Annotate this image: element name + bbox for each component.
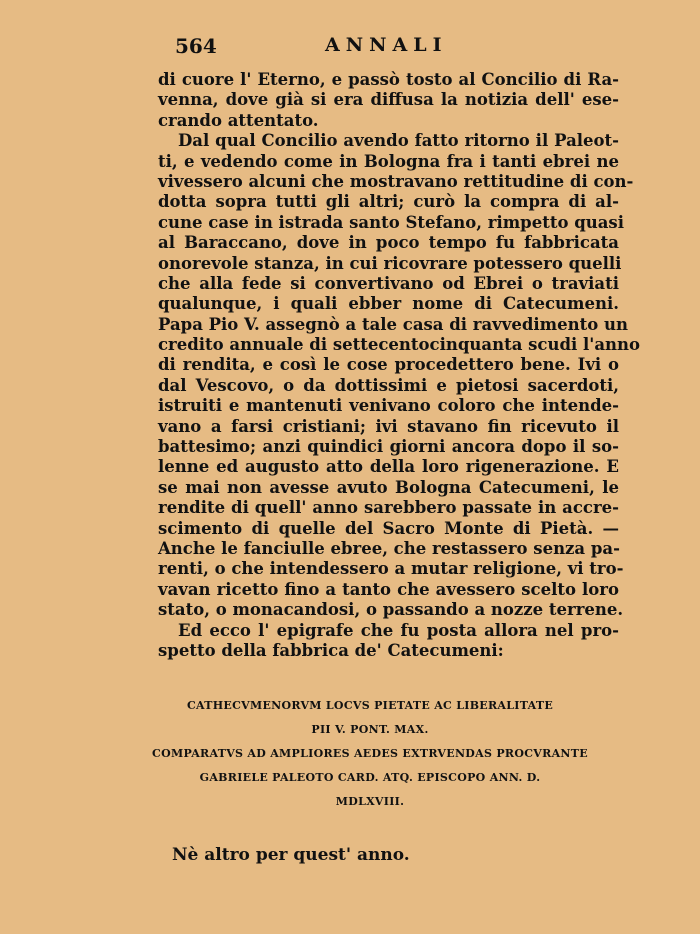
body-text — [158, 70, 641, 661]
text-line: dal Vescovo, o da dottissimi e pietosi sacerdoti, — [158, 375, 619, 395]
text-line: vano a farsi cristiani; ivi stavano fin ricevuto il — [158, 416, 619, 436]
epigraph-line: COMPARATVS AD AMPLIORES AEDES EXTRVENDAS PROCVRANTE — [152, 747, 588, 760]
text-line: ti, e vedendo come in Bologna fra i tanti ebrei ne — [158, 151, 619, 171]
text-line: vavan ricetto fino a tanto che avessero scelto loro — [158, 579, 619, 599]
text-line: spetto della fabbrica de' Catecumeni: — [158, 640, 504, 660]
text-line: al Baraccano, dove in poco tempo fu fabbricata — [158, 233, 619, 253]
text-line: che alla fede si convertivano od Ebrei o traviati — [158, 273, 619, 293]
text-line: vivessero alcuni che mostravano rettitudine di con- — [158, 171, 634, 191]
text-line: Dal qual Concilio avendo fatto ritorno il Paleot- — [178, 131, 619, 151]
text-line: venna, dove già si era diffusa la notizia dell' ese- — [158, 90, 619, 110]
text-line: qualunque, i quali ebber nome di Catecumeni. — [158, 294, 619, 314]
epigraph-line: MDLXVIII. — [335, 795, 405, 808]
page-header — [175, 34, 620, 60]
epigraph — [150, 694, 590, 814]
text-line: Ed ecco l' epigrafe che fu posta allora nel pro- — [178, 620, 619, 640]
text-line: crando attentato. — [158, 110, 319, 130]
running-title: ANNALI — [325, 34, 448, 56]
text-line: di rendita, e così le cose procedettero bene. Ivi o — [158, 355, 619, 375]
text-line: renti, o che intendessero a mutar religione, vi tro- — [158, 559, 624, 579]
closing-line: Nè altro per quest' anno. — [172, 845, 410, 865]
page-number: 564 — [175, 34, 217, 58]
text-line: Anche le fanciulle ebree, che restassero senza pa- — [158, 538, 620, 558]
text-line: scimento di quelle del Sacro Monte di Pietà. — — [158, 518, 619, 538]
text-line: rendite di quell' anno sarebbero passate in accre- — [158, 498, 619, 518]
epigraph-line: PII V. PONT. MAX. — [311, 723, 429, 736]
text-line: credito annuale di settecentocinquanta scudi l'anno — [158, 335, 641, 355]
text-line: di cuore l' Eterno, e passò tosto al Concilio di Ra- — [158, 70, 619, 89]
text-line: Papa Pio V. assegnò a tale casa di ravvedimento un — [158, 314, 628, 334]
text-line: istruiti e mantenuti venivano coloro che intende- — [158, 396, 619, 416]
text-line: lenne ed augusto atto della loro rigenerazione. E — [158, 457, 619, 477]
text-line: battesimo; anzi quindici giorni ancora dopo il so- — [158, 437, 619, 457]
epigraph-line: CATHECVMENORVM LOCVS PIETATE AC LIBERALITATE — [186, 699, 554, 712]
text-line: stato, o monacandosi, o passando a nozze terrene. — [158, 600, 624, 620]
text-line: se mai non avesse avuto Bologna Catecumeni, le — [158, 477, 619, 497]
text-line: cune case in istrada santo Stefano, rimpetto quasi — [158, 212, 624, 232]
text-line: dotta sopra tutti gli altri; curò la compra di al- — [158, 192, 619, 212]
epigraph-line: GABRIELE PALEOTO CARD. ATQ. EPISCOPO ANN. D. — [199, 771, 541, 784]
text-line: onorevole stanza, in cui ricovrare potessero quelli — [158, 253, 622, 273]
